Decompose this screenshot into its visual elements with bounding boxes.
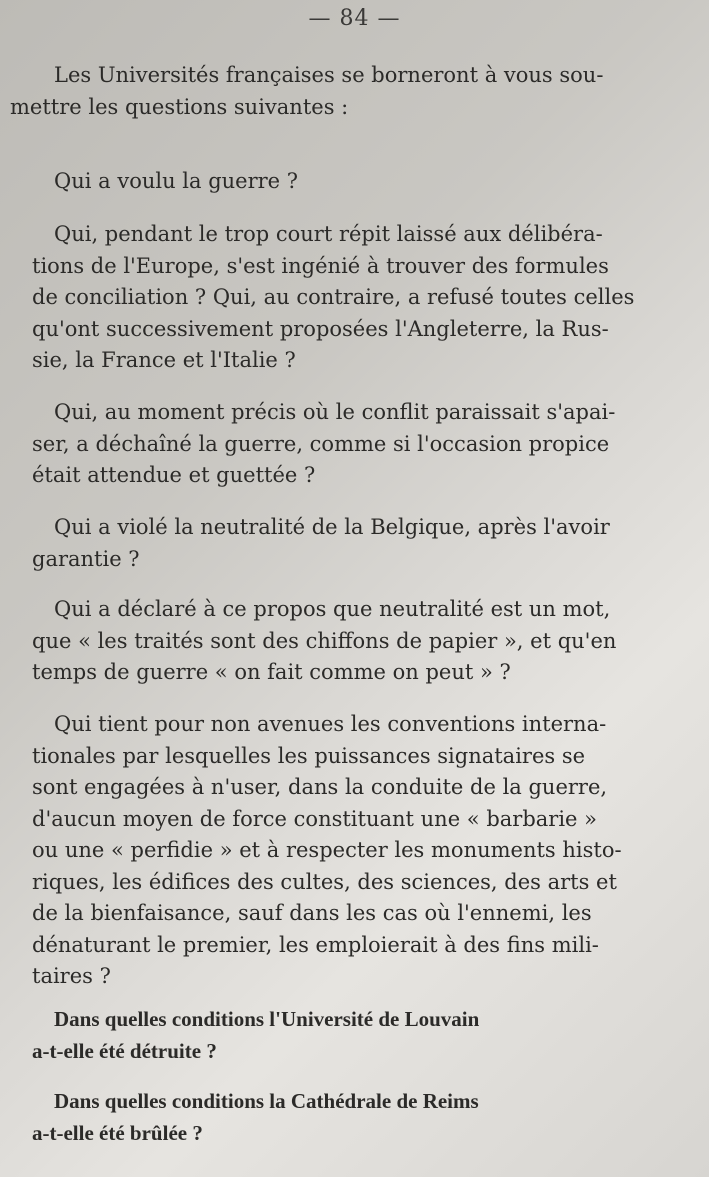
page-number: — 84 — [308, 6, 401, 31]
text-line: garantie ? [32, 546, 140, 571]
text-line: tions de l'Europe, s'est ingénié à trouver des formules [32, 253, 609, 278]
text-line: d'aucun moyen de force constituant une « barbarie » [32, 806, 597, 831]
text-line: Qui a violé la neutralité de la Belgique, après l'avoir [54, 515, 610, 539]
text-line: ou une « perfidie » et à respecter les monuments histo- [32, 838, 622, 862]
text-line: a-t-elle été détruite ? [32, 1038, 217, 1063]
text-line: de conciliation ? Qui, au contraire, a refusé toutes celles [32, 285, 635, 309]
text-line: Qui, au moment précis où le conflit paraissait s'apai- [54, 400, 616, 424]
text-line: Qui a voulu la guerre ? [54, 169, 299, 193]
text-line: Les Universités françaises se borneront à vous sou- [54, 63, 604, 87]
text-line: Dans quelles conditions la Cathédrale de Reims [54, 1089, 479, 1113]
text-line: était attendue et guettée ? [32, 463, 316, 487]
text-line: mettre les questions suivantes : [10, 94, 349, 119]
text-line: taires ? [32, 964, 111, 988]
paragraph-4 [32, 397, 660, 492]
text-line: Qui tient pour non avenues les conventions interna- [54, 712, 607, 736]
text-line: sie, la France et l'Italie ? [32, 348, 296, 372]
paragraph-reims [32, 1086, 660, 1149]
text-line: riques, les édifices des cultes, des sciences, des arts et [32, 869, 617, 894]
text-line: Qui, pendant le trop court répit laissé aux délibéra- [54, 222, 603, 246]
text-line: dénaturant le premier, les emploierait à des fins mili- [32, 932, 599, 957]
text-line: Dans quelles conditions l'Université de Louvain [54, 1007, 480, 1031]
paragraph-5 [32, 512, 660, 575]
paragraph-7 [32, 709, 660, 993]
text-line: temps de guerre « on fait comme on peut » ? [32, 660, 511, 684]
paragraph-6 [32, 594, 660, 689]
paragraph-louvain [32, 1004, 660, 1067]
text-line: de la bienfaisance, sauf dans les cas où l'ennemi, les [32, 901, 592, 925]
paragraph-3 [32, 219, 660, 377]
paragraph-1 [10, 60, 660, 123]
paragraph-2 [32, 166, 660, 198]
text-line: que « les traités sont des chiffons de papier », et qu'en [32, 628, 617, 653]
text-line: sont engagées à n'user, dans la conduite de la guerre, [32, 775, 608, 799]
text-line: Qui a déclaré à ce propos que neutralité est un mot, [54, 597, 611, 621]
text-line: ser, a déchaîné la guerre, comme si l'occasion propice [32, 431, 610, 456]
text-line: tionales par lesquelles les puissances signataires se [32, 743, 586, 768]
text-line: a-t-elle été brûlée ? [32, 1120, 203, 1145]
text-line: qu'ont successivement proposées l'Angleterre, la Rus- [32, 316, 609, 341]
